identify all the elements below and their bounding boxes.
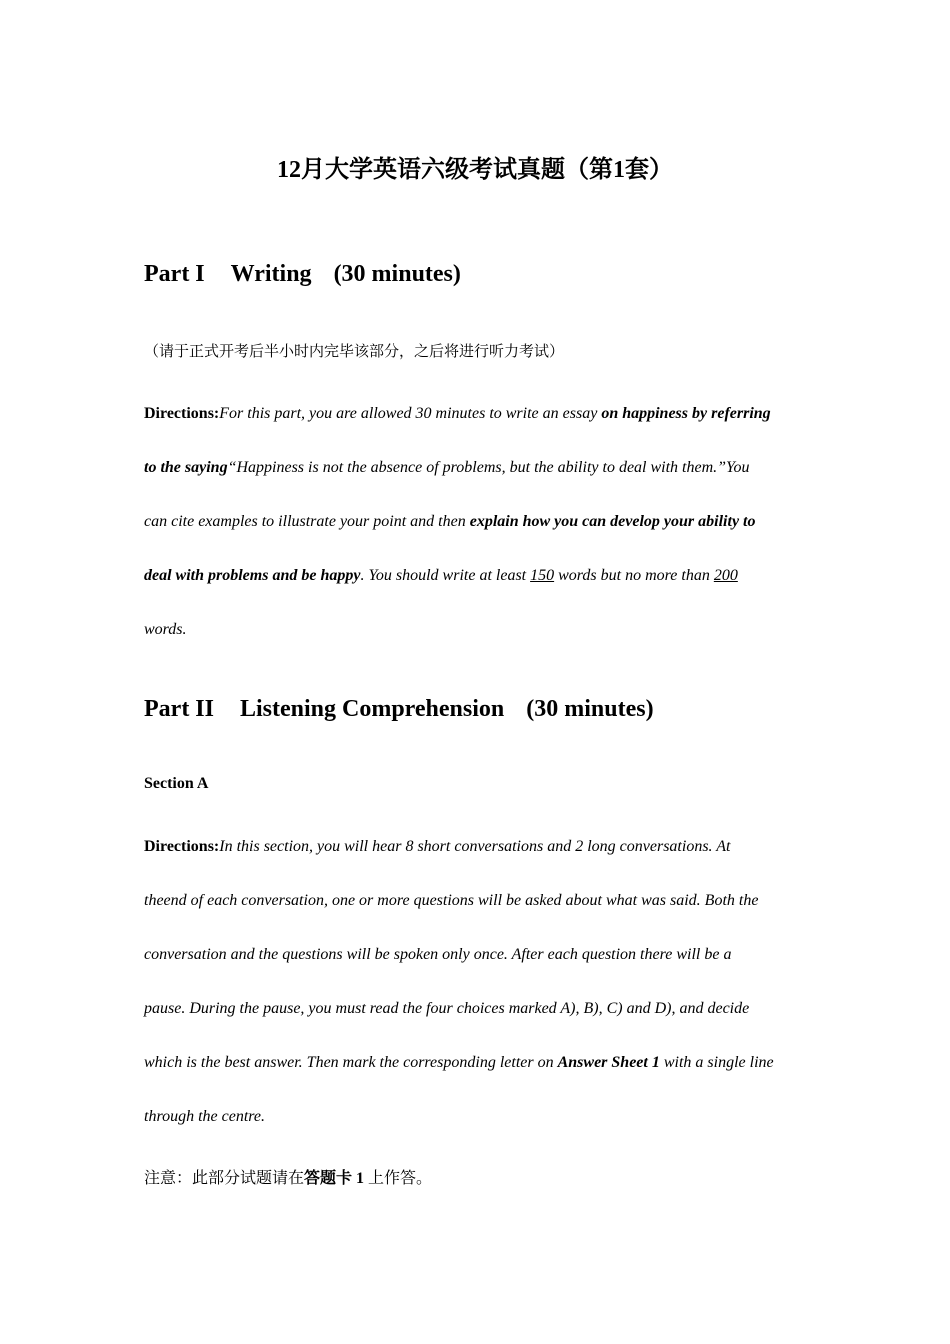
part1-directions-line: [144, 562, 806, 616]
directions-quote: “Happiness is not the absence of problems, but the ability to deal with them.”You: [227, 459, 750, 476]
directions-text: words.: [144, 621, 187, 638]
directions-text: In this section, you will hear 8 short conversations and 2 long conversations. At: [219, 838, 731, 855]
part2-note: [144, 1167, 432, 1191]
directions-emphasis: on happiness by referring: [601, 405, 771, 422]
part1-directions: [144, 400, 806, 670]
part2-label: Part II: [144, 696, 214, 722]
directions-emphasis: explain how you can develop your ability to: [469, 513, 756, 530]
part1-directions-line: [144, 454, 806, 508]
directions-text: pause. During the pause, you must read the four choices marked A), B), C) and D), and decide: [144, 1000, 750, 1017]
directions-emphasis: to the saying: [144, 459, 228, 476]
directions-text: theend of each conversation, one or more questions will be asked about what was said. Both the: [144, 892, 759, 909]
directions-emphasis: deal with problems and be happy: [144, 567, 361, 584]
part1-time: (30 minutes): [333, 261, 461, 287]
section-a-label: Section A: [144, 775, 209, 792]
part2-name: Listening Comprehension: [239, 696, 505, 722]
note-text: 上作答。: [364, 1170, 433, 1187]
part2-directions-line: [144, 995, 806, 1049]
part2-directions-line: [144, 941, 806, 995]
part1-note: （请于正式开考后半小时内完毕该部分，之后将进行听力考试）: [144, 344, 565, 360]
directions-text: which is the best answer. Then mark the corresponding letter on: [144, 1054, 558, 1071]
directions-text: through the centre.: [144, 1108, 266, 1125]
part1-heading: [144, 258, 461, 290]
directions-label: Directions:: [144, 405, 220, 422]
part1-directions-line: [144, 400, 806, 454]
document-title: 12月大学英语六级考试真题（第1套）: [277, 157, 673, 183]
directions-text: conversation and the questions will be spoken only once. After each question there will be a: [144, 946, 732, 963]
part2-directions-line: [144, 833, 806, 887]
directions-text: can cite examples to illustrate your point and then: [144, 513, 470, 530]
max-words: 200: [713, 567, 738, 584]
part2-heading: [144, 693, 654, 725]
directions-text: For this part, you are allowed 30 minutes to write an essay: [219, 405, 602, 422]
part1-name: Writing: [230, 261, 312, 287]
part1-directions-line: [144, 508, 806, 562]
part2-time: (30 minutes): [526, 696, 654, 722]
part1-directions-line: [144, 616, 806, 670]
part2-directions-line: [144, 1049, 806, 1103]
min-words: 150: [530, 567, 555, 584]
directions-text: . You should write at least: [360, 567, 531, 584]
directions-label: Directions:: [144, 838, 220, 855]
part1-label: Part I: [144, 261, 205, 287]
answer-sheet-ref: 答题卡 1: [304, 1170, 365, 1187]
directions-text: words but no more than: [554, 567, 714, 584]
part2-directions-line: [144, 1103, 806, 1157]
part2-directions-line: [144, 887, 806, 941]
part2-directions: [144, 833, 806, 1157]
answer-sheet-ref: Answer Sheet 1: [557, 1054, 660, 1071]
directions-text: with a single line: [659, 1054, 774, 1071]
note-text: 注意：此部分试题请在: [144, 1170, 305, 1187]
